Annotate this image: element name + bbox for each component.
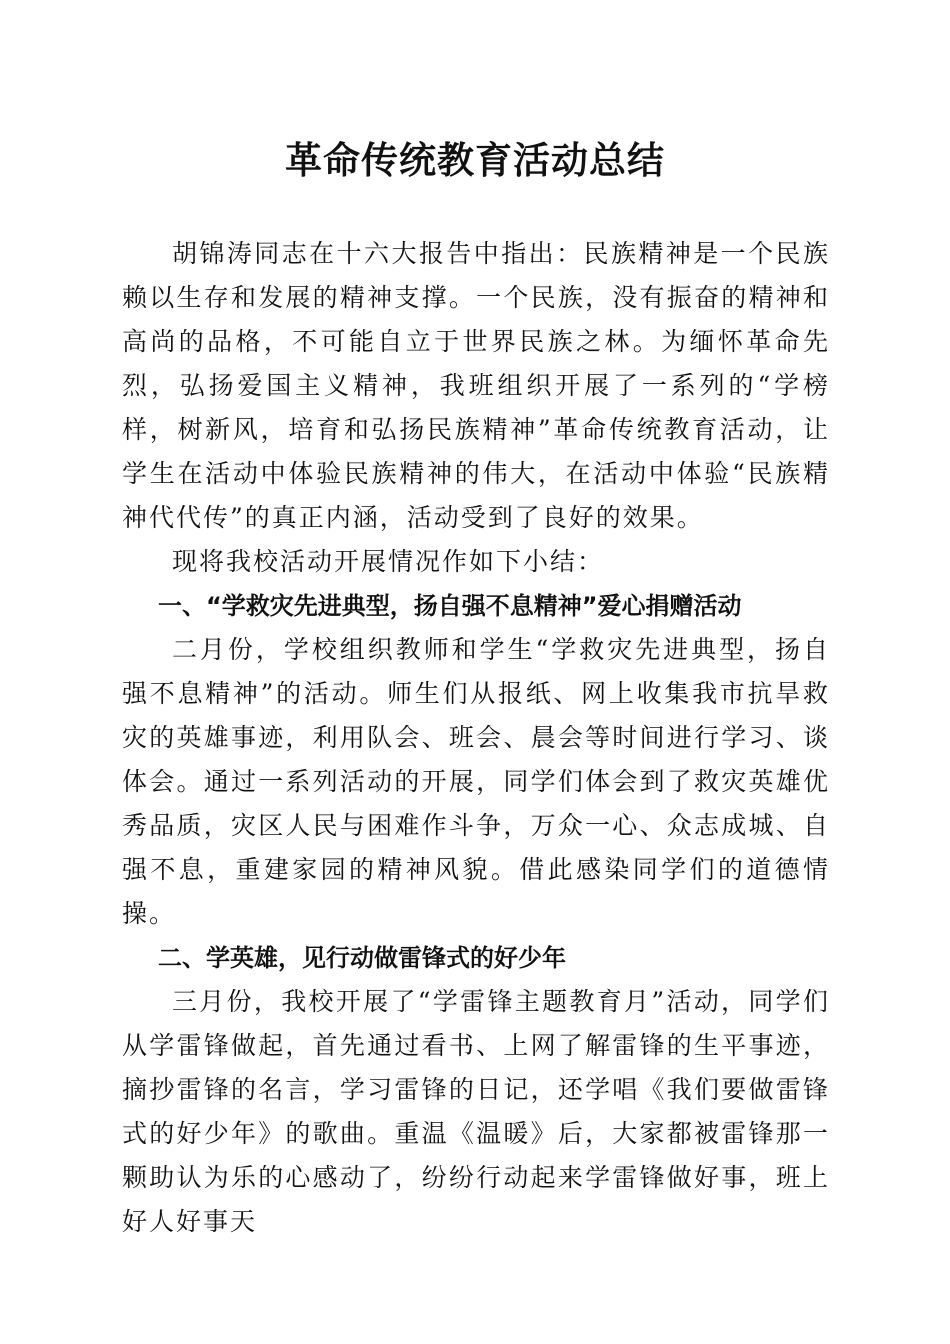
section-2-paragraph: 三月份，我校开展了“学雷锋主题教育月”活动，同学们从学雷锋做起，首先通过看书、上网了解雷锋的生平事迹，摘抄雷锋的名言，学习雷锋的日记，还学唱《我们要做雷锋式的好少年》的歌曲。重温《温暖》后，大家都被雷锋那一颗助认为乐的心感动了，纷纷行动起来学雷锋做好事，班上好人好事天 xyxy=(122,987,830,1236)
intro-paragraph: 胡锦涛同志在十六大报告中指出：民族精神是一个民族赖以生存和发展的精神支撑。一个民族，没有振奋的精神和高尚的品格，不可能自立于世界民族之林。为缅怀革命先烈，弘扬爱国主义精神，我班组织开展了一系列的“学榜样，树新风，培育和弘扬民族精神”革命传统教育活动，让学生在活动中体验民族精神的伟大，在活动中体验“民族精神代代传”的真正内涵，活动受到了良好的效果。 xyxy=(122,239,830,532)
document-title: 革命传统教育活动总结 xyxy=(285,138,665,182)
section-1-paragraph: 二月份，学校组织教师和学生“学救灾先进典型，扬自强不息精神”的活动。师生们从报纸、网上收集我市抗旱救灾的英雄事迹，利用队会、班会、晨会等时间进行学习、谈体会。通过一系列活动的开展，同学们体会到了救灾英雄优秀品质，灾区人民与困难作斗争，万众一心、众志成城、自强不息，重建家园的精神风貌。借此感染同学们的道德情操。 xyxy=(122,635,830,928)
section-2-heading: 二、学英雄，见行动做雷锋式的好少年 xyxy=(158,944,566,972)
section-1-heading: 一、“学救灾先进典型，扬自强不息精神”爱心捐赠活动 xyxy=(158,592,742,620)
document-body xyxy=(122,232,830,1244)
summary-lead-paragraph: 现将我校活动开展情况作如下小结： xyxy=(172,547,605,576)
